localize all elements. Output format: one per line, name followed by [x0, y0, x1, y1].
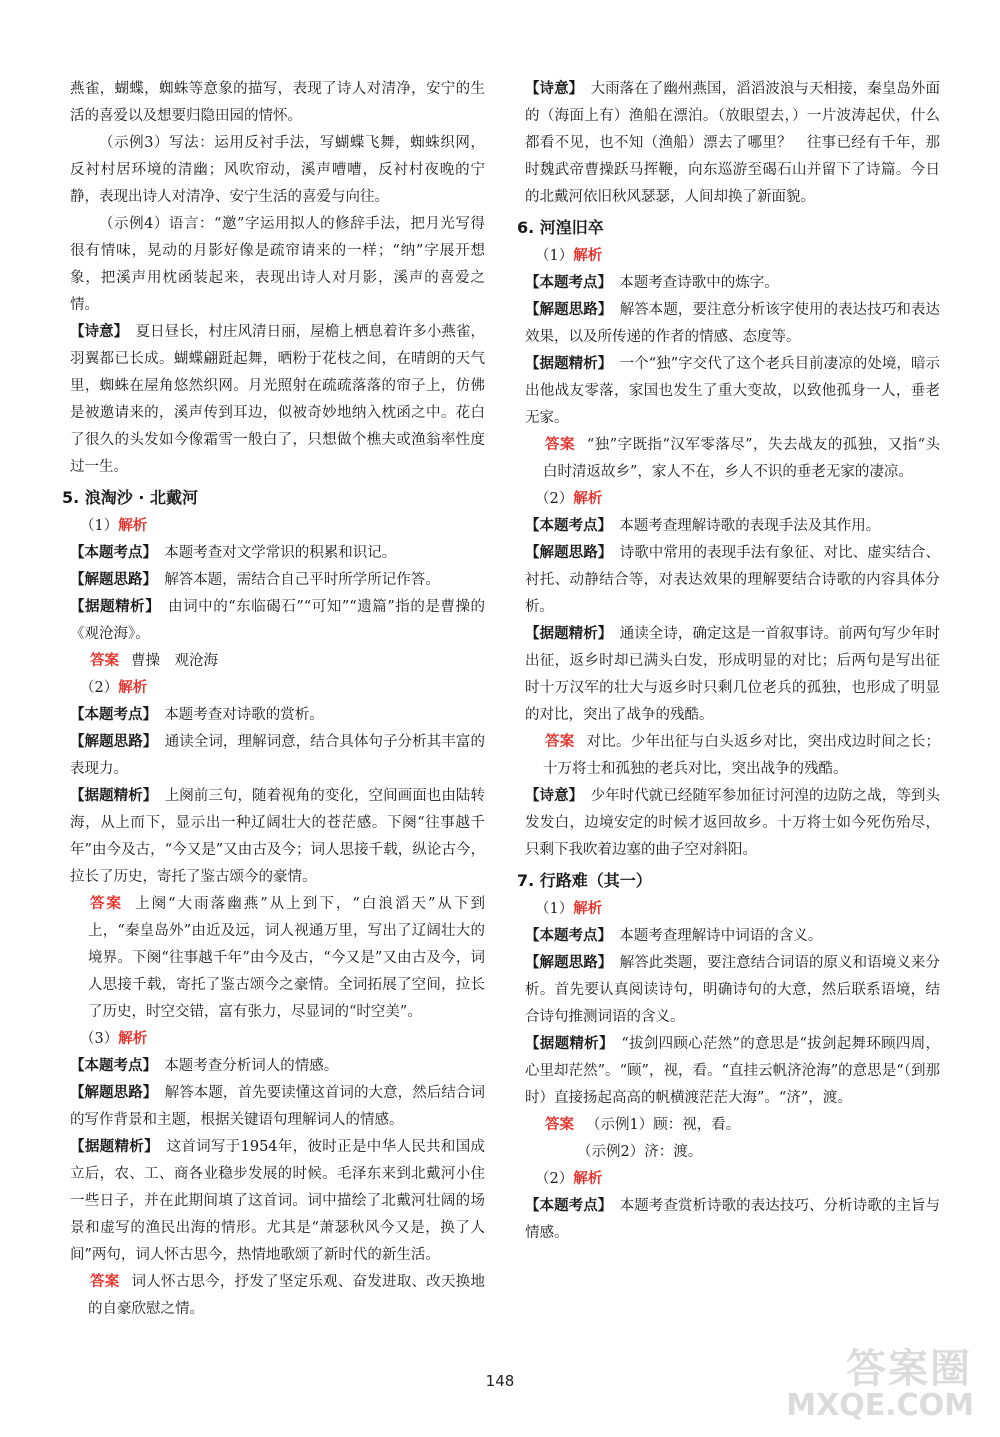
analysis-label: 解析: [573, 901, 603, 917]
label: 【解题思路】: [525, 302, 606, 318]
answer-text: 对比。少年出征与白头返乡对比，突出戍边时间之长；十万将士和孤独的老兵对比，突出战争的残酷。: [543, 734, 941, 777]
paragraph: 燕雀，蝴蝶，蜘蛛等意象的描写，表现了诗人对清净，安宁的生活的喜爱以及想要归隐田园的情怀。: [70, 81, 485, 124]
solving-idea: [70, 1080, 485, 1134]
label: 【解题思路】: [70, 572, 150, 588]
analysis-label: 解析: [573, 491, 603, 507]
label: 【解题思路】: [525, 545, 606, 561]
answer-text: （示例1）顾：视，看。: [586, 1117, 741, 1133]
answer-label: 答案: [90, 896, 124, 912]
label: 【解题思路】: [70, 1085, 151, 1101]
text: 上阕前三句，随着视角的变化，空间画面也由陆转海，从上而下，显示出一种辽阔壮大的苍茫感。下阕“往事越千年”由今及古，“今又是”又由古及今；词人思接千载，纵论古今，拉长了历史，寄托了鉴古颂今的豪情。: [70, 788, 485, 885]
text: 解答此类题，要注意结合词语的原义和语境义来分析。首先要认真阅读诗句，明确诗句的大意，然后联系语境，结合诗句推测词语的含义。: [525, 955, 940, 1025]
poem-meaning: [525, 783, 940, 864]
section-title: 5. 浪淘沙 · 北戴河: [62, 488, 199, 507]
answer: [543, 1112, 940, 1139]
question-header: [535, 896, 940, 923]
poem-text: 大雨落在了幽州燕国，滔滔波浪与天相接，秦皇岛外面的（海面上有）渔船在漂泊。（放眼望去，）一片波涛起伏，什么都看不见，也不知（渔船）漂去了哪里？ 往事已经有千年，那时魏武帝曹操跃马挥鞭，向东巡游至碣石山并留下了诗篇。今日的北戴河依旧秋风瑟瑟，人间却换了新面貌。: [525, 81, 940, 205]
label: 【解题思路】: [70, 734, 151, 750]
label: 【本题考点】: [70, 545, 150, 561]
label: 【本题考点】: [525, 928, 605, 944]
watermark-logo: [786, 1337, 982, 1425]
answer-label: 答案: [545, 1117, 574, 1133]
solving-idea: [70, 567, 485, 594]
section-title: 7. 行路难（其一）: [517, 871, 652, 890]
exam-point: [525, 1193, 940, 1247]
analysis: [70, 594, 485, 648]
question-number: （3）: [80, 1031, 119, 1047]
label: 【本题考点】: [525, 518, 605, 534]
label: 【解题思路】: [525, 955, 606, 971]
poem-label: 【诗意】: [525, 81, 576, 97]
watermark-text: 答案圈: [846, 1346, 972, 1392]
text: 本题考查对文学常识的积累和识记。: [164, 545, 397, 561]
solving-idea: [70, 729, 485, 783]
analysis-label: 解析: [573, 1171, 603, 1187]
analysis-label: 解析: [118, 1031, 148, 1047]
analysis-label: 解析: [573, 248, 603, 264]
answer: [88, 648, 485, 675]
answer: [543, 729, 940, 783]
right-column: [517, 76, 941, 1247]
text: 解答本题，要注意分析该字使用的表达技巧和表达效果，以及所传递的作者的情感、态度等。: [525, 302, 940, 345]
answer: [543, 432, 940, 486]
question-number: （2）: [80, 680, 119, 696]
answer-text: “独”字既指“汉军零落尽”，失去战友的孤独，又指“头白时清返故乡”，家人不在，乡人不识的垂老无家的凄凉。: [543, 437, 941, 480]
analysis-label: 解析: [118, 518, 148, 534]
exam-point: [525, 923, 940, 950]
answer-label: 答案: [545, 734, 575, 750]
analysis: [525, 1031, 940, 1112]
analysis: [70, 1134, 485, 1269]
text: 解答本题，首先要读懂这首词的大意，然后结合词的写作背景和主题，根据关键语句理解词人的情感。: [70, 1085, 485, 1128]
solving-idea: [525, 540, 940, 621]
answer-extra: [577, 1139, 940, 1166]
text: 本题考查对诗歌的赏析。: [164, 707, 324, 723]
page-number: 148: [485, 1372, 515, 1390]
analysis: [525, 621, 940, 729]
question-number: （2）: [535, 491, 574, 507]
text: 本题考查赏析诗歌的表达技巧、分析诗歌的主旨与情感。: [525, 1198, 940, 1241]
label: 【据题精析】: [525, 626, 606, 642]
solving-idea: [525, 950, 940, 1031]
question-header: [80, 675, 485, 702]
label: 【据题精析】: [70, 788, 151, 804]
poem-text: 少年时代就已经随军参加征讨河湟的边防之战，等到头发发白，边境安定的时候才返回故乡。十万将士如今死伤殆尽，只剩下我吹着边塞的曲子空对斜阳。: [525, 788, 940, 858]
exam-point: [525, 270, 940, 297]
exam-point: [70, 702, 485, 729]
label: 【本题考点】: [525, 1198, 606, 1214]
answer-text: 曹操 观沧海: [131, 653, 218, 669]
exam-point: [70, 1053, 485, 1080]
left-column: [62, 76, 486, 1323]
text: 诗歌中常用的表现手法有象征、对比、虚实结合、衬托、动静结合等，对表达效果的理解要结合诗歌的内容具体分析。: [525, 545, 940, 615]
exam-point: [525, 513, 940, 540]
question-number: （1）: [535, 901, 574, 917]
text: 这首词写于1954年，彼时正是中华人民共和国成立后，农、工、商各业稳步发展的时候。毛泽东来到北戴河小住一些日子，并在此期间填了这首词。词中描绘了北戴河壮阔的场景和虚写的渔民出海的情形。尤其是“萧瑟秋风今又是，换了人间”两句，词人怀古思今，热情地歌颂了新时代的新生活。: [70, 1139, 486, 1263]
text: 本题考查诗歌中的炼字。: [619, 275, 779, 291]
question-header: [80, 1026, 485, 1053]
question-header: [80, 513, 485, 540]
answer: [88, 1269, 485, 1323]
analysis: [70, 783, 485, 891]
answer-label: 答案: [545, 437, 575, 453]
poem-text: 夏日昼长，村庄风清日丽，屋檐上栖息着许多小燕雀，羽翼都已长成。蝴蝶翩跹起舞，晒粉于花枝之间，在晴朗的天气里，蜘蛛在屋角悠然织网。月光照射在疏疏落落的帘子上，仿佛是被邀请来的，溪声传到耳边，似被奇妙地纳入枕函之中。花白了很久的头发如今像霜雪一般白了，只想做个樵夫或渔翁率性度过一生。: [70, 324, 485, 475]
text: 本题考查分析词人的情感。: [164, 1058, 339, 1074]
analysis-label: 解析: [118, 680, 148, 696]
text: 通读全词，理解词意，结合具体句子分析其丰富的表现力。: [70, 734, 485, 777]
poem-meaning: [70, 319, 485, 481]
paragraph: （示例4）语言：“邀”字运用拟人的修辞手法，把月光写得很有情味，晃动的月影好像是疏帘请来的一样；“纳”字展开想象，把溪声用枕函装起来，表现出诗人对月影，溪声的喜爱之情。: [70, 216, 485, 313]
label: 【本题考点】: [70, 1058, 150, 1074]
question-number: （2）: [535, 1171, 574, 1187]
poem-meaning: [525, 76, 940, 211]
label: 【本题考点】: [70, 707, 150, 723]
text: 本题考查理解诗中词语的含义。: [619, 928, 823, 944]
section-title: 6. 河湟旧卒: [517, 218, 604, 237]
label: 【据题精析】: [525, 356, 606, 372]
watermark-url: MXQE.COM: [786, 1388, 974, 1423]
text: 一个“独”字交代了这个老兵目前凄凉的处境，暗示出他战友零落，家国也发生了重大变故，以致他孤身一人，垂老无家。: [525, 356, 941, 426]
label: 【据题精析】: [70, 1139, 152, 1155]
answer-label: 答案: [90, 1274, 120, 1290]
question-header: [535, 243, 940, 270]
text: 本题考查理解诗歌的表现手法及其作用。: [619, 518, 881, 534]
text: “拔剑四顾心茫然”的意思是“拔剑起舞环顾四周，心里却茫然”。“顾”，视，看。“直挂云帆济沧海”的意思是“（到那时）直接扬起高高的帆横渡茫茫大海”。“济”，渡。: [525, 1036, 940, 1106]
solving-idea: [525, 297, 940, 351]
question-header: [535, 486, 940, 513]
label: 【本题考点】: [525, 275, 605, 291]
question-number: （1）: [80, 518, 119, 534]
analysis: [525, 351, 940, 432]
answer-text: 上阕“大雨落幽燕”从上到下，“白浪滔天”从下到上，“秦皇岛外”由近及远，词人视通万里，写出了辽阔壮大的境界。下阕“往事越千年”由今及古，“今又是”又由古及今，词人思接千载，寄托了鉴古颂今之豪情。全词拓展了空间，拉长了历史，时空交错，富有张力，尽显词的“时空美”。: [88, 896, 486, 1020]
text: 通读全诗，确定这是一首叙事诗。前两句写少年时出征，返乡时却已满头白发，形成明显的对比；后两句是写出征时十万汉军的壮大与返乡时只剩几位老兵的孤独，也形成了明显的对比，突出了战争的残酷。: [525, 626, 940, 723]
poem-label: 【诗意】: [70, 324, 121, 340]
paragraph: （示例3）写法：运用反衬手法，写蝴蝶飞舞，蜘蛛织网，反衬村居环境的清幽；风吹帘动，溪声嘈嘈，反衬村夜晚的宁静，表现出诗人对清净、安宁生活的喜爱与向往。: [70, 135, 485, 205]
answer-text: 词人怀古思今，抒发了坚定乐观、奋发进取、改天换地的自豪欣慰之情。: [88, 1274, 486, 1317]
label: 【据题精析】: [525, 1036, 607, 1052]
label: 【据题精析】: [70, 599, 154, 615]
text: 解答本题，需结合自己平时所学所记作答。: [164, 572, 440, 588]
exam-point: [70, 540, 485, 567]
poem-label: 【诗意】: [525, 788, 576, 804]
answer-label: 答案: [90, 653, 119, 669]
answer: [88, 891, 485, 1026]
question-header: [535, 1166, 940, 1193]
text: 由词中的“东临碣石”“可知”“遗篇”指的是曹操的《观沧海》。: [70, 599, 486, 642]
answer-text: （示例2）济：渡。: [577, 1144, 703, 1160]
question-number: （1）: [535, 248, 574, 264]
